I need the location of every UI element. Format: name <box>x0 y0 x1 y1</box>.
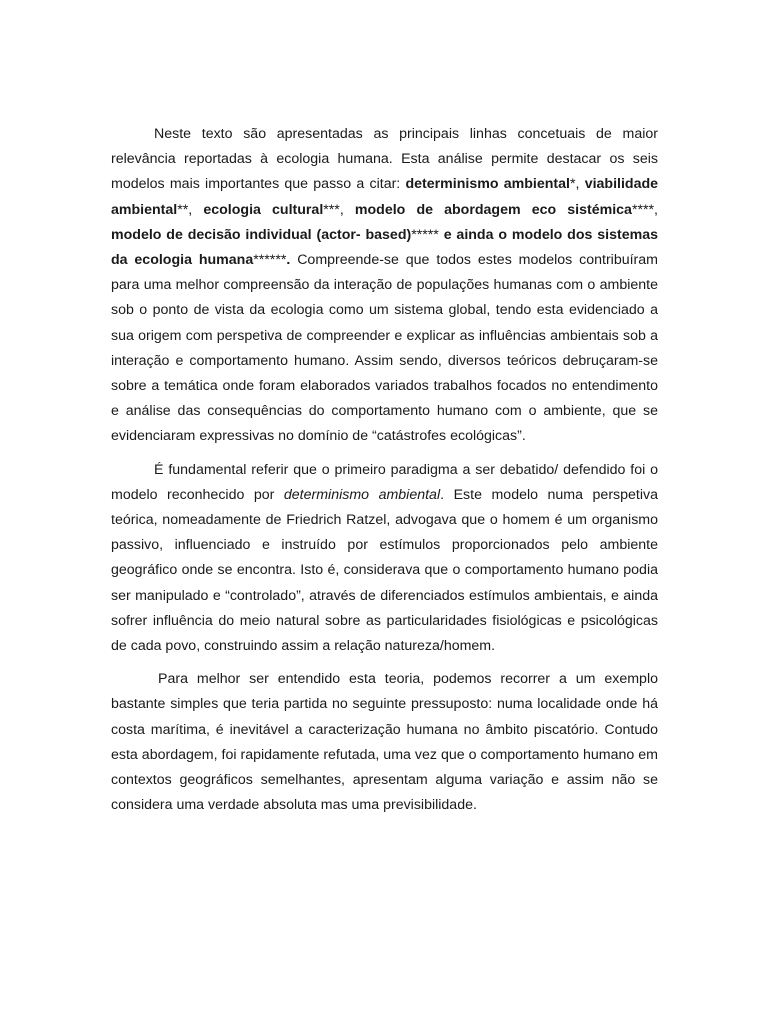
bold-term-ecologia-cultural: ecologia cultural <box>203 201 324 218</box>
bold-term-viabilidade-ambiental: viabilidade ambiental <box>111 176 659 218</box>
text-run: ***, <box>323 201 355 218</box>
document-page <box>111 122 658 818</box>
text-run: ***** <box>411 226 444 243</box>
bold-term-determinismo-ambiental: determinismo ambiental <box>405 176 570 193</box>
paragraph-determinismo-ambiental <box>111 458 658 660</box>
text-run: **, <box>177 201 204 218</box>
paragraph-example <box>111 667 658 818</box>
bold-term-decisao-individual: modelo de decisão individual (actor- based) <box>111 226 412 243</box>
bold-period: . <box>286 252 291 269</box>
text-run: Para melhor ser entendido esta teoria, podemos recorrer a um exemplo bastante simples que teria partida no seguinte pressuposto: numa localidade onde há costa marítima, é inevitável a caracterização humana no âmbito piscatório. Contudo esta abordagem, foi rapidamente refutada, uma vez que o comportamento humano em contextos geográficos semelhantes, apresentam alguma variação e assim não se considera uma verdade absoluta mas uma previsibilidade. <box>111 671 658 814</box>
text-run: ****** <box>253 252 287 269</box>
text-run: É fundamental referir que o primeiro paradigma a ser debatido/ defendido foi o modelo reconhecido por <box>111 461 658 503</box>
bold-term-abordagem-eco-sistemica: modelo de abordagem eco sistémica <box>354 201 632 218</box>
text-run: *, <box>569 176 585 193</box>
text-run: Compreende-se que todos estes modelos contribuíram para uma melhor compreensão da interação de populações humanas com o ambiente sob o ponto de vista da ecologia como um sistema global, tendo esta evidenciado a sua origem com perspetiva de compreender e explicar as influências ambientais sob a interação e comportamento humano. Assim sendo, diversos teóricos debruçaram-se sobre a temática onde foram elaborados variados trabalhos focados no entendimento e análise das consequências do comportamento humano com o ambiente, que se evidenciaram expressivas no domínio de “catástrofes ecológicas”. <box>111 252 658 445</box>
bold-term-sistemas-ecologia-humana: e ainda o modelo dos sistemas da ecologia humana <box>111 226 658 269</box>
text-run: Neste texto são apresentadas as principais linhas concetuais de maior relevância reportadas à ecologia humana. Esta análise permite destacar os seis modelos mais importantes que passo a citar: <box>111 126 658 193</box>
text-run: ****, <box>631 201 658 218</box>
paragraph-models-overview <box>111 122 658 450</box>
text-run: . Este modelo numa perspetiva teórica, nomeadamente de Friedrich Ratzel, advogava que o homem é um organismo passivo, influenciado e instruído por estímulos proporcionados pelo ambiente geográfico onde se encontra. Isto é, considerava que o comportamento humano podia ser manipulado e “controlado”, através de diferenciados estímulos ambientais, e ainda sofrer influência do meio natural sobre as particularidades fisiológicas e psicológicas de cada povo, construindo assim a relação natureza/homem. <box>111 486 658 655</box>
italic-term-determinismo-ambiental: determinismo ambiental <box>283 486 441 503</box>
